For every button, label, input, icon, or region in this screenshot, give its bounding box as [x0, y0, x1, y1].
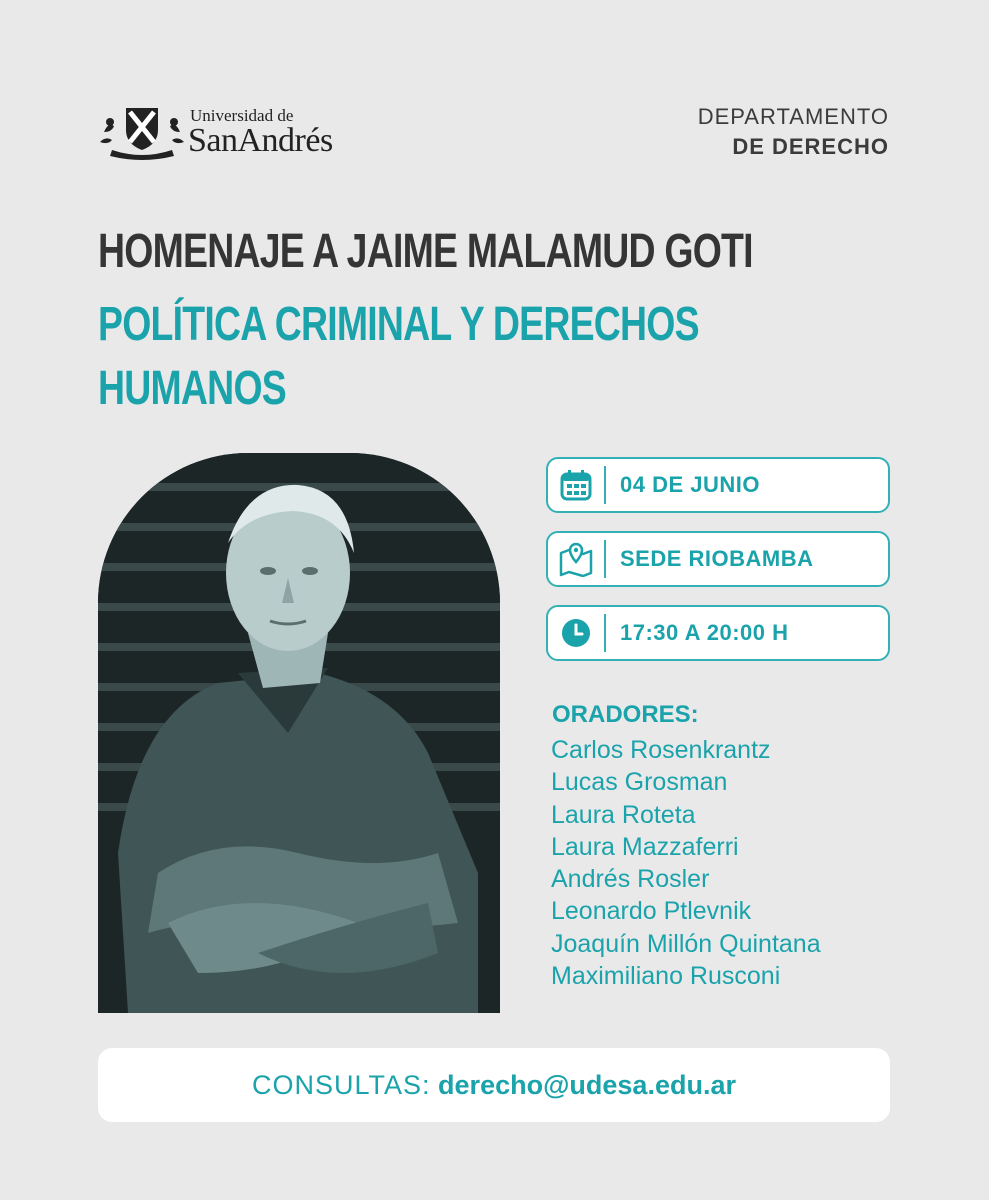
speaker-name: Andrés Rosler	[551, 865, 710, 894]
department-line-1: DEPARTAMENTO	[697, 104, 889, 129]
clock-icon	[558, 615, 594, 651]
speaker-name: Laura Mazzaferri	[551, 832, 739, 861]
event-subtitle	[98, 293, 878, 421]
contact-label: CONSULTAS:	[252, 1070, 431, 1100]
department-line-2: DE DERECHO	[732, 134, 889, 159]
venue-box	[546, 531, 890, 587]
speaker-name: Leonardo Ptlevnik	[551, 897, 752, 926]
calendar-icon	[558, 467, 594, 503]
speaker-name: Carlos Rosenkrantz	[551, 736, 771, 764]
speaker-name: Maximiliano Rusconi	[551, 962, 781, 991]
crest-icon	[98, 102, 186, 160]
speaker-name: Joaquín Millón Quintana	[551, 929, 821, 958]
event-date: 04 DE JUNIO	[620, 472, 760, 497]
honoree-photo	[98, 453, 500, 1013]
speaker-name: Laura Roteta	[551, 800, 696, 829]
time-divider	[604, 614, 606, 652]
contact-box	[98, 1048, 890, 1122]
event-subtitle-line-2: HUMANOS	[98, 362, 286, 415]
date-box	[546, 457, 890, 513]
logo-text-big: SanAndrés	[188, 122, 333, 159]
date-divider	[604, 466, 606, 504]
venue-divider	[604, 540, 606, 578]
map-pin-icon	[558, 541, 594, 577]
university-logo	[98, 102, 388, 162]
event-venue: SEDE RIOBAMBA	[620, 546, 814, 571]
event-subtitle-line-1: POLÍTICA CRIMINAL Y DERECHOS	[98, 298, 699, 351]
contact-email-link[interactable]: derecho@udesa.edu.ar	[438, 1070, 736, 1100]
logo-text-small: Universidad de	[190, 106, 294, 125]
speakers-heading: ORADORES:	[552, 701, 699, 728]
speakers-list	[551, 734, 821, 992]
time-box	[546, 605, 890, 661]
speaker-name: Lucas Grosman	[551, 768, 728, 797]
contact-line	[98, 1070, 890, 1101]
event-time: 17:30 A 20:00 H	[620, 620, 789, 645]
event-title: HOMENAJE A JAIME MALAMUD GOTI	[98, 225, 753, 278]
